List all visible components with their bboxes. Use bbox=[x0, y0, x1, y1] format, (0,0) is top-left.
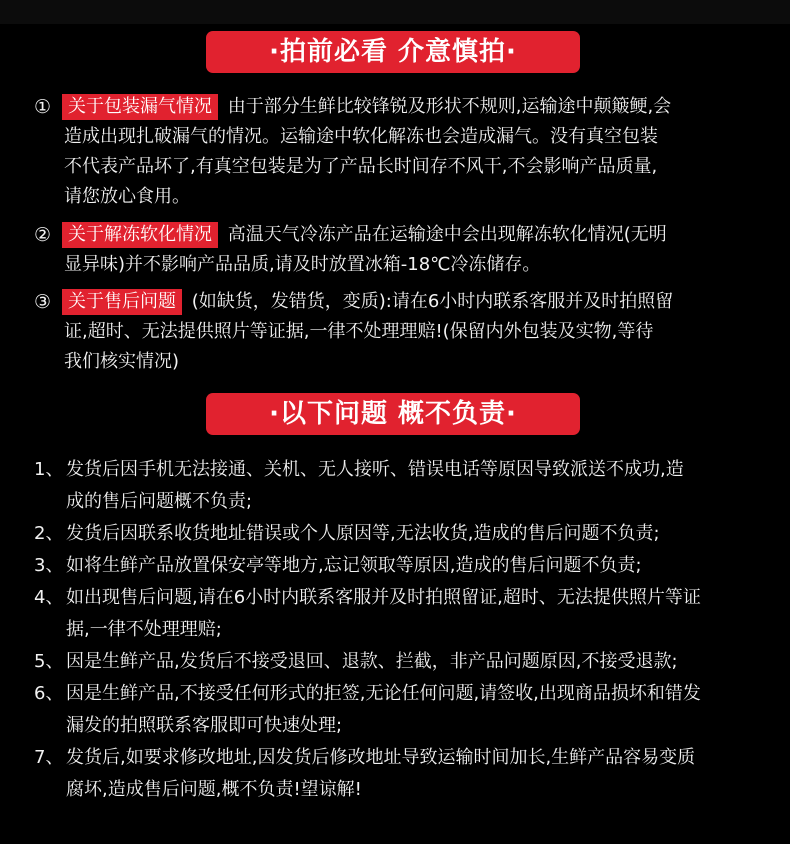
list-item-number: 3、 bbox=[34, 555, 64, 576]
disclaimer-list bbox=[34, 454, 764, 806]
notice-text-line: 证,超时、无法提供照片等证据,一律不处理理赔!(保留内外包装及实物,等待 bbox=[64, 321, 654, 342]
list-item-text: 因是生鲜产品,发货后不接受退回、退款、拦截，非产品问题原因,不接受退款; bbox=[66, 651, 678, 672]
list-item-number: 6、 bbox=[34, 683, 64, 704]
top-strip bbox=[0, 0, 790, 24]
notice-number: ③ bbox=[34, 291, 52, 313]
list-item-text: 发货后,如要求修改地址,因发货后修改地址导致运输时间加长,生鲜产品容易变质 bbox=[66, 747, 696, 768]
list-item-text: 因是生鲜产品,不接受任何形式的拒签,无论任何问题,请签收,出现商品损坏和错发 bbox=[66, 683, 701, 704]
list-item-text: 如出现售后问题,请在6小时内联系客服并及时拍照留证,超时、无法提供照片等证 bbox=[66, 587, 701, 608]
notice-text: (如缺货，发错货，变质):请在6小时内联系客服并及时拍照留 bbox=[191, 291, 674, 312]
notice-text-line: 造成出现扎破漏气的情况。运输途中软化解冻也会造成漏气。没有真空包装 bbox=[64, 126, 658, 147]
list-item-number: 5、 bbox=[34, 651, 64, 672]
list-item-continuation: 漏发的拍照联系客服即可快速处理; bbox=[66, 715, 343, 736]
list-item bbox=[34, 454, 764, 518]
notice-tag: 关于包装漏气情况 bbox=[62, 94, 218, 120]
list-item bbox=[34, 518, 764, 550]
list-item-number: 7、 bbox=[34, 747, 64, 768]
header-banner-disclaimer: ·以下问题 概不负责· bbox=[206, 393, 580, 435]
notice-number: ① bbox=[34, 96, 52, 118]
notice-text-line: 不代表产品坏了,有真空包装是为了产品长时间存不风干,不会影响产品质量, bbox=[64, 156, 658, 177]
list-item bbox=[34, 678, 764, 742]
list-item bbox=[34, 646, 764, 678]
list-item bbox=[34, 582, 764, 646]
list-item-continuation: 腐坏,造成售后问题,概不负责!望谅解! bbox=[66, 779, 362, 800]
list-item-number: 1、 bbox=[34, 459, 64, 480]
list-item-number: 2、 bbox=[34, 523, 64, 544]
list-item-continuation: 成的售后问题概不负责; bbox=[66, 491, 253, 512]
notice-text-line: 显异味)并不影响产品品质,请及时放置冰箱-18℃冷冻储存。 bbox=[64, 254, 541, 275]
list-item-text: 如将生鲜产品放置保安亭等地方,忘记领取等原因,造成的售后问题不负责; bbox=[66, 555, 642, 576]
list-item-text: 发货后因联系收货地址错误或个人原因等,无法收货,造成的售后问题不负责; bbox=[66, 523, 660, 544]
notice-thaw-soften bbox=[34, 220, 734, 280]
notice-text-line: 我们核实情况) bbox=[64, 351, 180, 372]
list-item bbox=[34, 550, 764, 582]
list-item-number: 4、 bbox=[34, 587, 64, 608]
notice-tag: 关于售后问题 bbox=[62, 289, 182, 315]
notice-tag: 关于解冻软化情况 bbox=[62, 222, 218, 248]
list-item-continuation: 据,一律不处理理赔; bbox=[66, 619, 222, 640]
notice-text: 高温天气冷冻产品在运输途中会出现解冻软化情况(无明 bbox=[227, 224, 667, 245]
notice-number: ② bbox=[34, 224, 52, 246]
notice-packaging-leak bbox=[34, 92, 734, 212]
notice-after-sales bbox=[34, 287, 734, 377]
list-item bbox=[34, 742, 764, 806]
list-item-text: 发货后因手机无法接通、关机、无人接听、错误电话等原因导致派送不成功,造 bbox=[66, 459, 684, 480]
notice-text: 由于部分生鲜比较锋锐及形状不规则,运输途中颠簸鲠,会 bbox=[227, 96, 672, 117]
header-banner-must-read: ·拍前必看 介意慎拍· bbox=[206, 31, 580, 73]
notice-text-line: 请您放心食用。 bbox=[64, 186, 190, 207]
